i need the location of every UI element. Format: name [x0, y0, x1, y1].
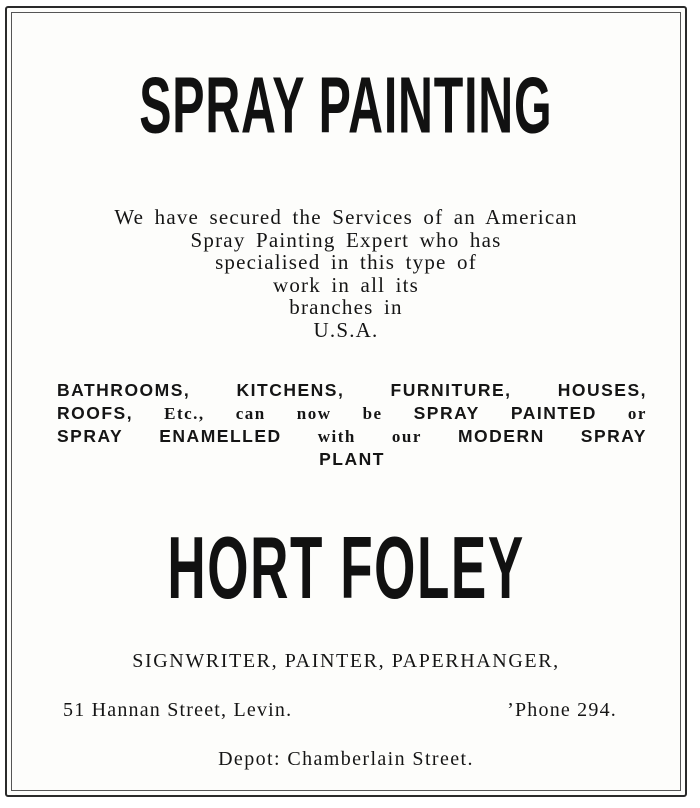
business-name: HORT FOLEY [167, 518, 525, 618]
services-line: PLANT [319, 449, 385, 469]
services-line: SPRAY ENAMELLED with our MODERN SPRAY [57, 426, 647, 446]
street-address: 51 Hannan Street, Levin. [63, 699, 293, 721]
intro-line: U.S.A. [313, 317, 379, 342]
services-line: BATHROOMS, KITCHENS, FURNITURE, HOUSES, [57, 380, 647, 400]
services-paragraph [57, 379, 647, 471]
headline-title: SPRAY PAINTING [139, 62, 553, 151]
services-line: ROOFS, Etc., can now be SPRAY PAINTED or [57, 403, 647, 423]
depot-address: Depot: Chamberlain Street. [218, 748, 474, 770]
trades-line: SIGNWRITER, PAINTER, PAPERHANGER, [132, 650, 560, 672]
intro-line: work in all its [272, 272, 420, 297]
intro-line: branches in [289, 295, 403, 319]
phone-number: ’Phone 294. [507, 699, 617, 721]
advertisement [5, 6, 687, 797]
intro-paragraph [7, 206, 685, 341]
intro-line: specialised in this type of [215, 250, 477, 274]
intro-line: We have secured the Services of an American [114, 205, 578, 229]
intro-line: Spray Painting Expert who has [190, 227, 502, 252]
